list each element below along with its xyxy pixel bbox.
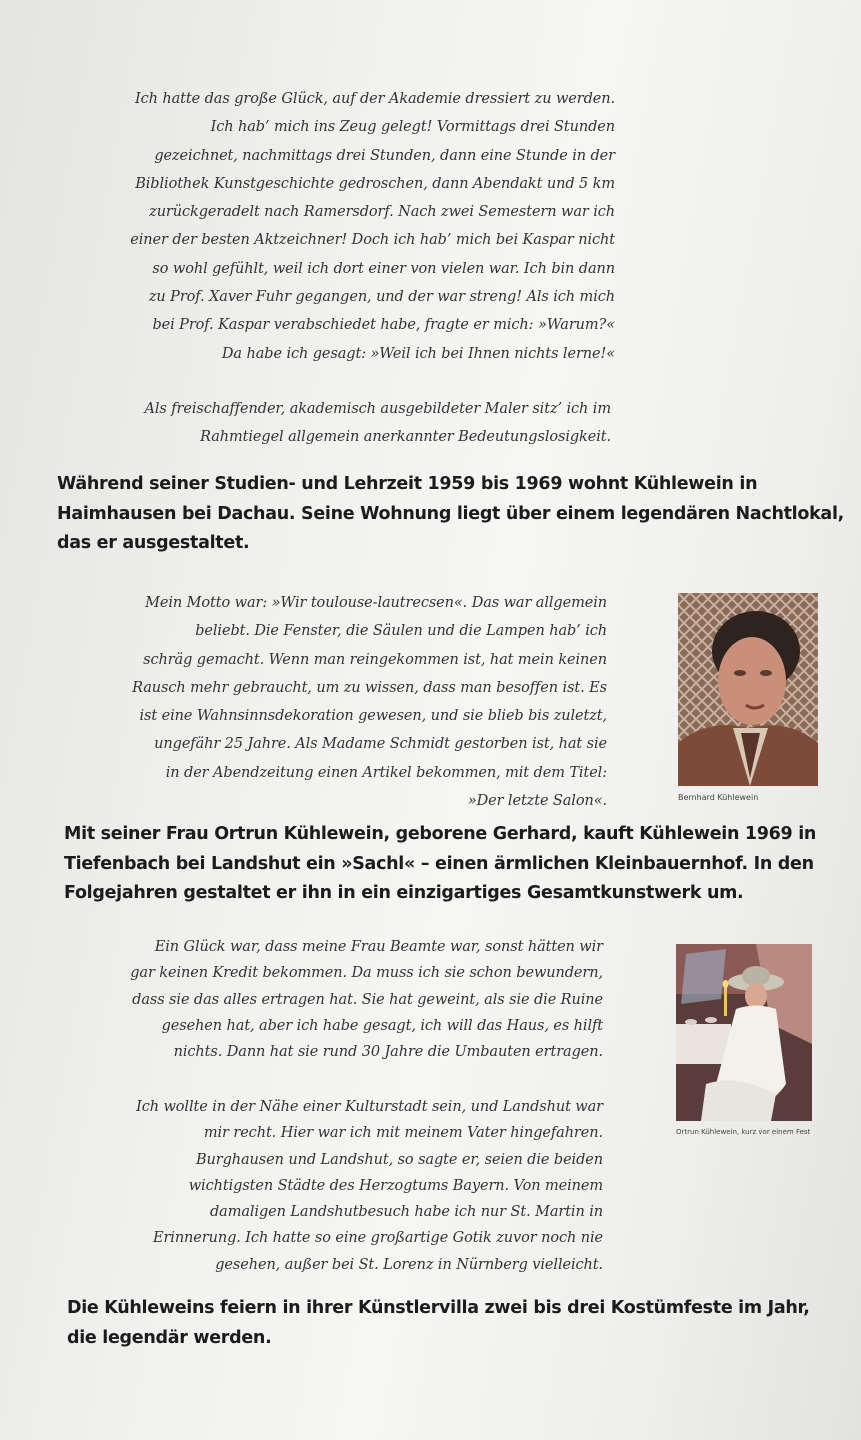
narrative-line: Tiefenbach bei Landshut ein »Sachl« – einen ärmlichen Kleinbauernhof. In den — [64, 853, 814, 874]
narrative-line: Haimhausen bei Dachau. Seine Wohnung liegt über einem legendären Nachtlokal, — [57, 503, 844, 524]
photo-caption-bernhard: Bernhard Kühlewein — [678, 793, 759, 802]
quote-block-wife — [83, 934, 603, 1065]
quote-line: Mein Motto war: »Wir toulouse-lautrecsen«. Das war allgemein — [145, 595, 607, 611]
narrative-line: Die Kühleweins feiern in ihrer Künstlervilla zwei bis drei Kostümfeste im Jahr, — [67, 1298, 810, 1318]
quote-line: »Der letzte Salon«. — [467, 793, 607, 810]
quote-line: Als freischaffender, akademisch ausgebildeter Maler sitz’ ich im — [144, 401, 611, 417]
quote-line: so wohl gefühlt, weil ich dort einer von vielen war. Ich bin dann — [152, 260, 615, 277]
quote-block-freelance — [91, 395, 611, 452]
narrative-line: Folgejahren gestaltet er ihn in ein einzigartiges Gesamtkunstwerk um. — [64, 883, 744, 903]
quote-line: dass sie das alles ertragen hat. Sie hat geweint, als sie die Ruine — [132, 991, 603, 1008]
quote-line: bei Prof. Kaspar verabschiedet habe, fragte er mich: »Warum?« — [152, 317, 615, 334]
quote-line: ist eine Wahnsinnsdekoration gewesen, und sie blieb bis zuletzt, — [139, 708, 607, 725]
photo-ortrun — [676, 944, 812, 1121]
portrait-photo-bernhard — [678, 593, 818, 786]
quote-line: gar keinen Kredit bekommen. Da muss ich sie schon bewundern, — [130, 965, 603, 982]
quote-line: nichts. Dann hat sie rund 30 Jahre die Umbauten ertragen. — [173, 1044, 603, 1061]
quote-line: gesehen, außer bei St. Lorenz in Nürnberg vielleicht. — [215, 1256, 603, 1273]
quote-block-nightclub — [87, 589, 607, 815]
quote-line: Ich hab’ mich ins Zeug gelegt! Vormittags drei Stunden — [210, 119, 615, 136]
quote-line: Ich hatte das große Glück, auf der Akademie dressiert zu werden. — [135, 91, 615, 107]
quote-line: Rausch mehr gebraucht, um zu wissen, dass man besoffen ist. Es — [132, 679, 607, 696]
portrait-illustration — [678, 593, 818, 786]
narrative-paragraph-tiefenbach — [64, 820, 824, 909]
quote-block-landshut — [83, 1094, 603, 1278]
quote-line: Ich wollte in der Nähe einer Kulturstadt sein, und Landshut war — [136, 1099, 603, 1115]
quote-line: zu Prof. Xaver Fuhr gegangen, und der war streng! Als ich mich — [148, 289, 615, 306]
quote-line: Da habe ich gesagt: »Weil ich bei Ihnen nichts lerne!« — [221, 345, 615, 362]
quote-line: damaligen Landshutbesuch habe ich nur St. Martin in — [209, 1204, 603, 1221]
quote-line: Rahmtiegel allgemein anerkannter Bedeutungslosigkeit. — [200, 429, 611, 446]
quote-line: ungefähr 25 Jahre. Als Madame Schmidt gestorben ist, hat sie — [154, 736, 607, 753]
quote-line: Erinnerung. Ich hatte so eine großartige Gotik zuvor noch nie — [152, 1230, 603, 1247]
narrative-line: Während seiner Studien- und Lehrzeit 1959 bis 1969 wohnt Kühlewein in — [57, 474, 758, 494]
narrative-line: das er ausgestaltet. — [57, 533, 250, 553]
quote-line: Ein Glück war, dass meine Frau Beamte war, sonst hätten wir — [154, 939, 603, 955]
quote-line: in der Abendzeitung einen Artikel bekommen, mit dem Titel: — [165, 764, 607, 781]
narrative-line: die legendär werden. — [67, 1327, 272, 1348]
quote-line: schräg gemacht. Wenn man reingekommen ist, hat mein keinen — [143, 651, 607, 668]
quote-line: wichtigsten Städte des Herzogtums Bayern. Von meinem — [188, 1177, 603, 1194]
quote-line: gezeichnet, nachmittags drei Stunden, dann eine Stunde in der — [154, 147, 615, 164]
quote-line: Bibliothek Kunstgeschichte gedroschen, dann Abendakt und 5 km — [135, 175, 615, 192]
photo-caption-ortrun: Ortrun Kühlewein, kurz vor einem Fest — [676, 1128, 811, 1136]
quote-line: mir recht. Hier war ich mit meinem Vater hingefahren. — [203, 1125, 603, 1142]
quote-line: zurückgeradelt nach Ramersdorf. Nach zwei Semestern war ich — [149, 204, 615, 221]
quote-block-academy — [95, 85, 615, 368]
quote-line: gesehen hat, aber ich habe gesagt, ich will das Haus, es hilft — [161, 1017, 603, 1034]
narrative-paragraph-costume-parties — [67, 1294, 827, 1353]
ortrun-illustration — [676, 944, 812, 1121]
quote-line: beliebt. Die Fenster, die Säulen und die Lampen hab’ ich — [195, 623, 607, 640]
quote-line: Burghausen und Landshut, so sagte er, seien die beiden — [195, 1151, 603, 1168]
narrative-line: Mit seiner Frau Ortrun Kühlewein, geborene Gerhard, kauft Kühlewein 1969 in — [64, 824, 817, 844]
quote-line: einer der besten Aktzeichner! Doch ich hab’ mich bei Kaspar nicht — [130, 232, 615, 249]
narrative-paragraph-haimhausen — [57, 470, 844, 559]
